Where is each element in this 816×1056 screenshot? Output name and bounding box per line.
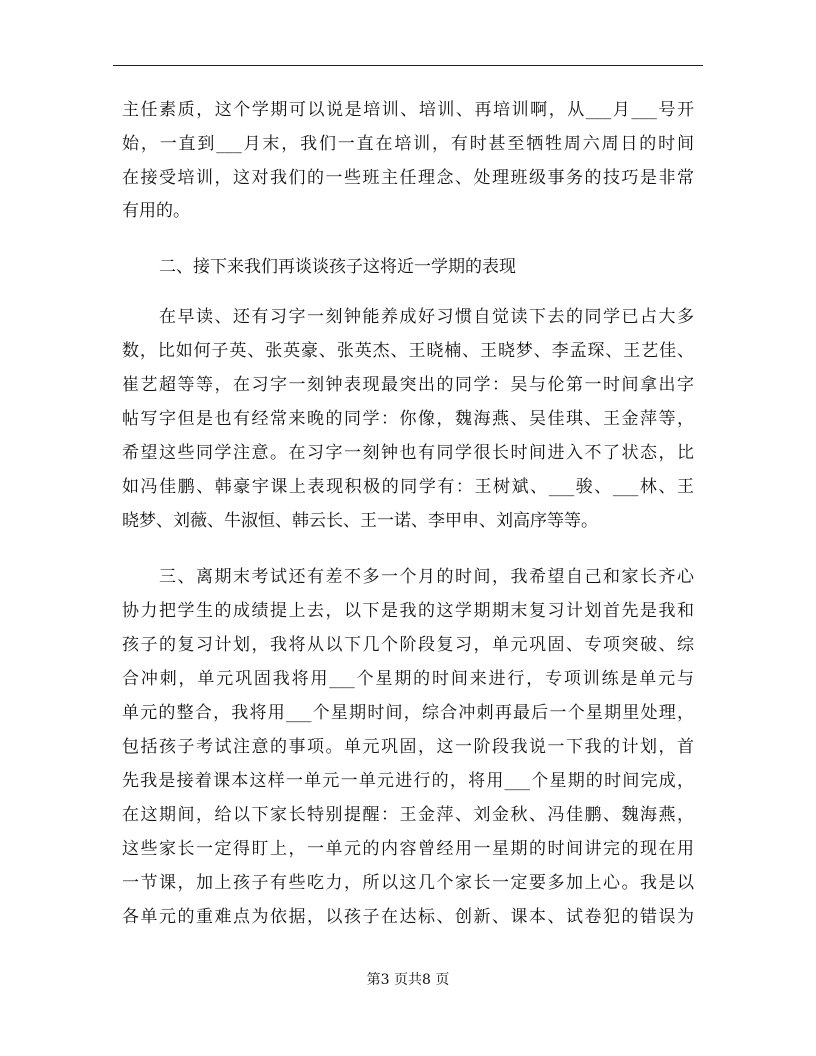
- text-line: 先我是接着课本这样一单元一单元进行的，将用___个星期的时间完成，: [122, 771, 694, 791]
- text-line: 在接受培训，这对我们的一些班主任理念、处理班级事务的技巧是非常: [122, 168, 694, 188]
- text-line: 在这期间，给以下家长特别提醒：王金萍、刘金秋、冯佳鹏、魏海燕，: [122, 805, 694, 825]
- text-line: 协力把学生的成绩提上去，以下是我的这学期期末复习计划首先是我和: [122, 601, 694, 621]
- text-line: 主任素质，这个学期可以说是培训、培训、再培训啊，从___月___号开: [122, 100, 694, 120]
- text-line: 各单元的重难点为依据，以孩子在达标、创新、课本、试卷犯的错误为: [122, 907, 694, 927]
- text-line: 崔艺超等等，在习字一刻钟表现最突出的同学：吴与伦第一时间拿出字: [122, 375, 694, 395]
- text-line: 如冯佳鹏、韩豪宇课上表现积极的同学有：王树斌、___骏、___林、王: [122, 477, 694, 497]
- text-line: 孩子的复习计划，我将从以下几个阶段复习，单元巩固、专项突破、综: [122, 635, 694, 655]
- text-line: 有用的。: [122, 201, 190, 221]
- text-line: 在早读、还有习字一刻钟能养成好习惯自觉读下去的同学已占大多: [159, 307, 694, 327]
- text-line: 晓梦、刘薇、牛淑恒、韩云长、王一诺、李甲申、刘高序等等。: [122, 511, 598, 531]
- text-line: 始，一直到___月末，我们一直在培训，有时甚至牺牲周六周日的时间: [122, 134, 694, 154]
- text-line: 数，比如何子英、张英豪、张英杰、王晓楠、王晓梦、李孟琛、王艺佳、: [122, 341, 694, 361]
- section-heading: 二、接下来我们再谈谈孩子这将近一学期的表现: [159, 257, 516, 277]
- text-line: 一节课，加上孩子有些吃力，所以这几个家长一定要多加上心。我是以: [122, 873, 694, 893]
- header-rule: [113, 65, 703, 66]
- page-number: 第3 页共8 页: [366, 972, 450, 988]
- text-line: 希望这些同学注意。在习字一刻钟也有同学很长时间进入不了状态，比: [122, 443, 694, 463]
- text-line: 这些家长一定得盯上，一单元的内容曾经用一星期的时间讲完的现在用: [122, 839, 694, 859]
- text-line: 三、离期末考试还有差不多一个月的时间，我希望自己和家长齐心: [159, 567, 694, 587]
- text-line: 帖写字但是也有经常来晚的同学：你像，魏海燕、吴佳琪、王金萍等，: [122, 409, 694, 429]
- text-line: 包括孩子考试注意的事项。单元巩固，这一阶段我说一下我的计划，首: [122, 737, 694, 757]
- text-line: 单元的整合，我将用___个星期时间，综合冲刺再最后一个星期里处理，: [122, 703, 694, 723]
- text-line: 合冲刺，单元巩固我将用___个星期的时间来进行，专项训练是单元与: [122, 669, 694, 689]
